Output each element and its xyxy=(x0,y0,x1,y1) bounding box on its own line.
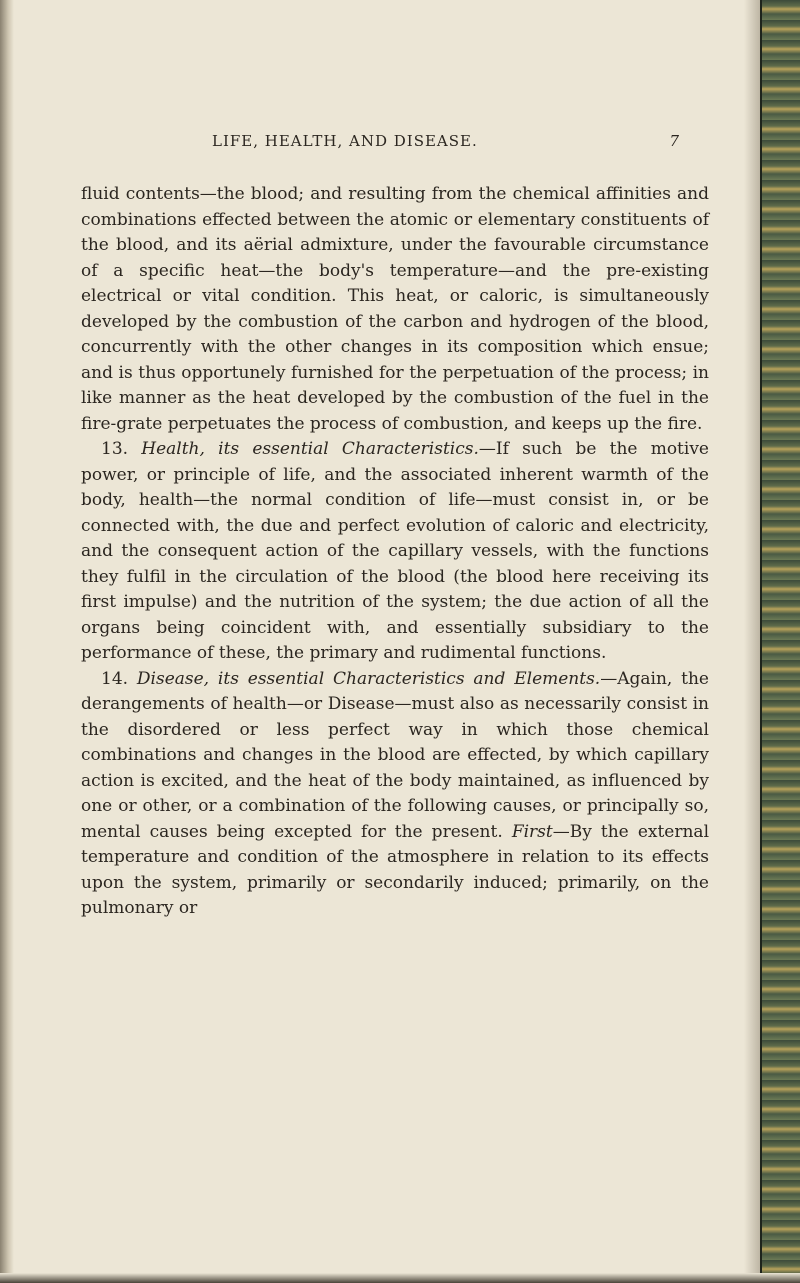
page-number: 7 xyxy=(669,132,680,150)
running-title: LIFE, HEALTH, AND DISEASE. xyxy=(212,132,478,150)
book-binding-edge xyxy=(760,0,800,1283)
page-text xyxy=(81,182,709,922)
section-13-number: 13. xyxy=(101,439,129,459)
section-14 xyxy=(81,667,709,922)
section-13-heading: Health, its essential Characteristics. xyxy=(141,439,479,459)
paragraph-continuation: fluid contents—the blood; and resulting from the chemical affinities and combinations effected between the atomic or elementary constituents of the blood, and its aërial admixture, under the favourable circumstance of a specific heat—the body's temperature—and the pre-existing electrical or vital condition. This heat, or caloric, is simultaneously developed by the combustion of the carbon and hydrogen of the blood, concurrently with the other changes in its composition which ensue; and is thus opportunely furnished for the perpetuation of the process; in like manner as the heat developed by the combustion of the fuel in the fire-grate perpetuates the process of combustion, and keeps up the fire. xyxy=(81,184,709,434)
section-13-text: —If such be the motive power, or principle of life, and the associated inherent warmth of the body, health—the normal condition of life—must consist in, or be connected with, the due and perfect evolution of caloric and electricity, and the consequent action of the capillary vessels, with the functions they fulfil in the circulation of the blood (the blood here receiving its first impulse) and the nutrition of the system; the due action of all the organs being coincident with, and essentially subsidiary to the performance of these, the primary and rudimental functions. xyxy=(81,439,709,663)
first-cause-text: —By the external temperature and condition of the atmosphere in relation to its effects upon the system, primarily or secondarily induced; primarily, on the pulmonary or xyxy=(81,821,710,918)
page-bottom-edge xyxy=(0,1273,800,1283)
section-14-text: —Again, the derangements of health—or Disease—must also as necessarily consist in the disordered or less perfect way in which those chemical combinations and changes in the blood are effected, by which capillary action is excited, and the heat of the body maintained, as influenced by one or other, or a combination of the following causes, or principally so, mental causes being excepted for the present. xyxy=(81,668,709,842)
section-13 xyxy=(81,437,709,667)
first-cause-label: First xyxy=(511,821,553,842)
section-14-number: 14. xyxy=(101,668,129,689)
section-14-heading: Disease, its essential Characteristics and Elements. xyxy=(136,668,601,689)
page-left-edge xyxy=(0,0,14,1283)
